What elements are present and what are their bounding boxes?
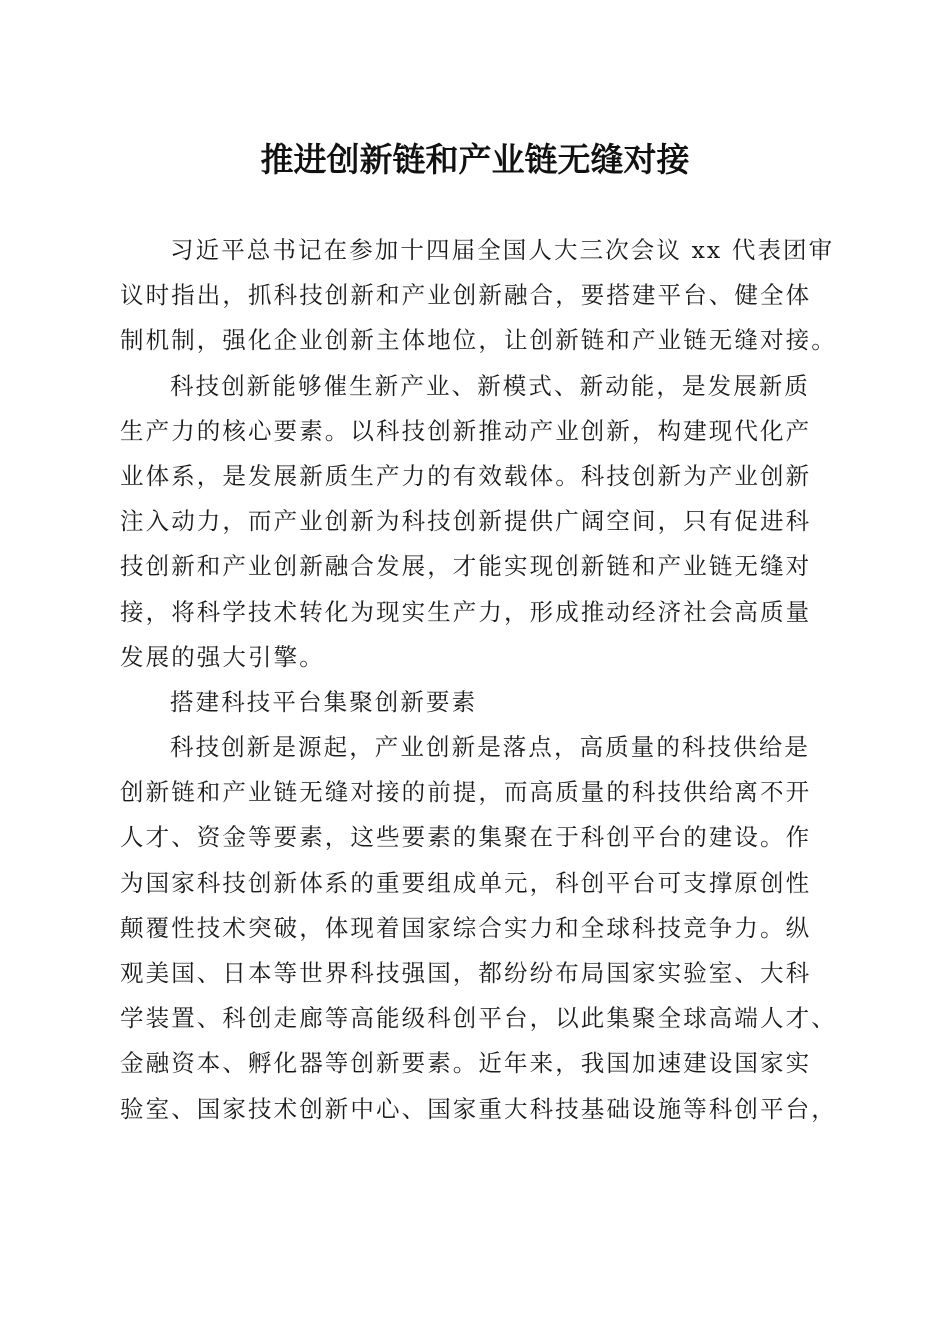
text-line: 业体系，是发展新质生产力的有效载体。科技创新为产业创新 bbox=[120, 461, 812, 490]
text-line: 科技创新能够催生新产业、新模式、新动能，是发展新质 bbox=[170, 371, 810, 400]
text-line: 颠覆性技术突破，体现着国家综合实力和全球科技竞争力。纵 bbox=[120, 913, 812, 942]
document-body bbox=[120, 228, 840, 1132]
text-line: 验室、国家技术创新中心、国家重大科技基础设施等科创平台， bbox=[120, 1094, 837, 1123]
text-line: 技创新和产业创新融合发展，才能实现创新链和产业链无缝对 bbox=[120, 552, 812, 581]
text-line: 金融资本、孵化器等创新要素。近年来，我国加速建设国家实 bbox=[120, 1049, 812, 1078]
text-line: 注入动力，而产业创新为科技创新提供广阔空间，只有促进科 bbox=[120, 507, 812, 536]
document-title: 推进创新链和产业链无缝对接 bbox=[260, 140, 690, 179]
text-line: 搭建科技平台集聚创新要素 bbox=[170, 687, 478, 716]
text-line: 生产力的核心要素。以科技创新推动产业创新，构建现代化产 bbox=[120, 416, 812, 445]
text-line: 发展的强大引擎。 bbox=[120, 642, 325, 671]
text-line: 创新链和产业链无缝对接的前提，而高质量的科技供给离不开 bbox=[120, 778, 812, 807]
text-line: 人才、资金等要素，这些要素的集聚在于科创平台的建设。作 bbox=[120, 823, 812, 852]
text-line: 接，将科学技术转化为现实生产力，形成推动经济社会高质量 bbox=[120, 597, 812, 626]
text-line: 观美国、日本等世界科技强国，都纷纷布局国家实验室、大科 bbox=[120, 959, 812, 987]
text-line: 学装置、科创走廊等高能级科创平台，以此集聚全球高端人才、 bbox=[120, 1004, 837, 1033]
text-line: 制机制，强化企业创新主体地位，让创新链和产业链无缝对接。 bbox=[120, 326, 837, 355]
text-line: 科技创新是源起，产业创新是落点，高质量的科技供给是 bbox=[170, 733, 810, 762]
text-line: 议时指出，抓科技创新和产业创新融合，要搭建平台、健全体 bbox=[120, 281, 812, 310]
text-line: 习近平总书记在参加十四届全国人大三次会议 xx 代表团审 bbox=[170, 236, 835, 264]
text-line: 为国家科技创新体系的重要组成单元，科创平台可支撑原创性 bbox=[120, 868, 812, 897]
